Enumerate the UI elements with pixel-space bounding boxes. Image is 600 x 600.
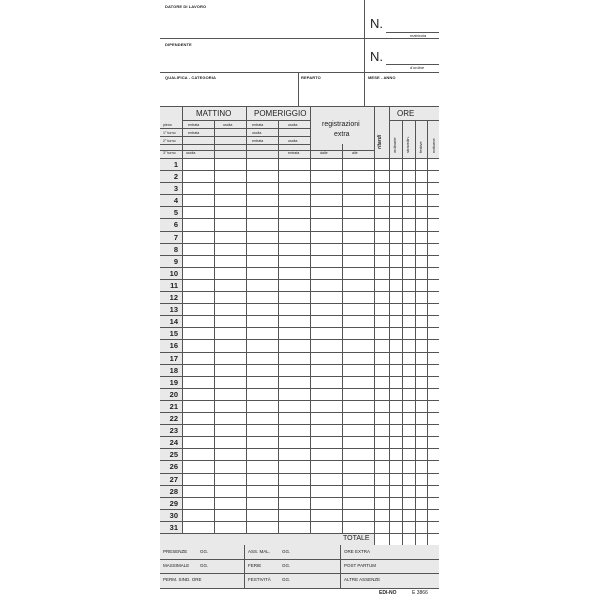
ass-mal-label: ASS. MAL. <box>248 549 271 554</box>
day-row-line <box>160 339 439 340</box>
day-number: 24 <box>169 438 178 448</box>
day-row-line <box>160 352 439 353</box>
day-row-line <box>160 424 439 425</box>
day-number: 29 <box>169 498 178 508</box>
ass-mal-gg: GG. <box>282 549 291 554</box>
day-row-line <box>160 182 439 183</box>
employee-label: DIPENDENTE <box>165 42 192 47</box>
day-row-line <box>160 400 439 401</box>
day-number: 14 <box>169 317 178 327</box>
day-row-line <box>160 327 439 328</box>
header-line-1 <box>160 38 439 39</box>
day-number: 15 <box>169 329 178 339</box>
day-number: 18 <box>169 365 178 375</box>
turno3-entrata: entrata <box>288 151 300 155</box>
grid-bottom-line <box>160 533 439 534</box>
day-number: 9 <box>173 256 178 266</box>
day-row-line <box>160 473 439 474</box>
mese-label: MESE - ANNO <box>368 75 396 80</box>
day-number: 2 <box>173 172 178 182</box>
reparto-label: REPARTO <box>301 75 321 80</box>
day-row-line <box>160 291 439 292</box>
matricola-label: matricola <box>410 33 427 38</box>
ferie-gg: GG. <box>282 563 291 568</box>
day-number: 1 <box>173 160 178 169</box>
day-row-line <box>160 485 439 486</box>
totale-label: TOTALE <box>343 535 370 542</box>
day-number: 23 <box>169 426 178 436</box>
day-row-line <box>160 218 439 219</box>
header-line-2 <box>160 72 439 73</box>
day-row-line <box>160 376 439 377</box>
registrazioni-header: registrazioni <box>322 121 360 128</box>
pieno-pomeriggio-entrata: entrata <box>252 123 264 127</box>
day-number: 25 <box>169 450 178 460</box>
day-number: 6 <box>173 220 178 230</box>
day-row-line <box>160 460 439 461</box>
summary-col-1 <box>244 545 245 588</box>
festivita-label: FESTIVITÀ <box>248 577 271 582</box>
day-row-line <box>160 279 439 280</box>
day-row-line <box>160 315 439 316</box>
row-2turno-label: 2° turno <box>163 139 176 143</box>
n-label-ordine: N. <box>370 49 383 64</box>
day-row-line <box>160 448 439 449</box>
day-row-line <box>160 206 439 207</box>
festivita-gg: GG. <box>282 577 291 582</box>
day-number: 5 <box>173 208 178 218</box>
employer-label: DATORE DI LAVORO <box>165 4 207 9</box>
day-number: 16 <box>169 341 178 351</box>
day-row-line <box>160 521 439 522</box>
day-number: 4 <box>173 196 178 206</box>
form-code: E 3866 <box>412 590 428 596</box>
day-number: 10 <box>169 268 178 278</box>
day-rows <box>160 158 439 533</box>
mattino-header: MATTINO <box>196 109 232 118</box>
perm-sind-label: PERM. SIND. ORE <box>163 577 202 582</box>
massimale-gg: GG. <box>200 563 209 568</box>
summary-col-2 <box>340 545 341 588</box>
day-number: 26 <box>169 462 178 472</box>
ore-festive-label: festive <box>418 141 423 153</box>
altre-assenze-label: ALTRE ASSENZE <box>344 577 381 582</box>
ore-notturne-label: notturne <box>431 138 436 153</box>
day-row-line <box>160 255 439 256</box>
pieno-pomeriggio-uscita: uscita <box>288 123 298 127</box>
summary-bottom <box>160 588 439 589</box>
turno2-uscita: uscita <box>288 139 298 143</box>
ferie-label: FERIE <box>248 563 262 568</box>
day-number: 19 <box>169 377 178 387</box>
row-3turno-label: 3° turno <box>163 151 176 155</box>
mese-divider <box>364 72 365 106</box>
day-number: 30 <box>169 510 178 520</box>
turno1-uscita: uscita <box>252 131 262 135</box>
summary-row-2 <box>160 573 439 574</box>
ore-header: ORE <box>397 109 415 118</box>
pomeriggio-header: POMERIGGIO <box>254 109 307 118</box>
day-number: 22 <box>169 414 178 424</box>
pieno-mattino-entrata: entrata <box>188 123 200 127</box>
day-row-line <box>160 243 439 244</box>
day-row-line <box>160 231 439 232</box>
presenze-gg: GG. <box>200 549 209 554</box>
day-row-line <box>160 364 439 365</box>
day-number: 8 <box>173 244 178 254</box>
day-number: 21 <box>169 401 178 411</box>
row-pieno-label: pieno <box>163 123 172 127</box>
ore-straordinarie-label: straordin. <box>405 136 410 153</box>
day-number: 7 <box>173 232 178 242</box>
extra-alle: alle <box>352 151 358 155</box>
day-number: 20 <box>169 389 178 399</box>
massimale-label: MASSIMALE <box>163 563 190 568</box>
ordine-label: d'ordine <box>410 65 425 70</box>
day-row-line <box>160 170 439 171</box>
presenze-label: PRESENZE <box>163 549 188 554</box>
day-number: 17 <box>169 353 178 363</box>
day-row-line <box>160 436 439 437</box>
day-number: 31 <box>169 522 178 532</box>
day-number: 3 <box>173 184 178 194</box>
ore-underline <box>389 120 439 121</box>
reparto-divider <box>298 72 299 106</box>
pieno-mattino-uscita: uscita <box>223 123 233 127</box>
post-partum-label: POST PARTUM <box>344 563 377 568</box>
time-card <box>160 0 439 600</box>
turno2-entrata: entrata <box>252 139 264 143</box>
day-number: 28 <box>169 486 178 496</box>
row-1turno-label: 1° turno <box>163 131 176 135</box>
extra-header: extra <box>334 131 350 138</box>
qualifica-label: QUALIFICA - CATEGORIA <box>165 75 216 80</box>
day-row-line <box>160 194 439 195</box>
day-row-line <box>160 509 439 510</box>
turno3-uscita: uscita <box>186 151 196 155</box>
ore-extra-label: ORE EXTRA <box>344 549 371 554</box>
day-row-line <box>160 388 439 389</box>
grid-top-line <box>160 106 439 107</box>
day-row-line <box>160 158 439 159</box>
extra-dalle: dalle <box>320 151 328 155</box>
summary-row-1 <box>160 559 439 560</box>
ore-ordinarie-label: ordinarie <box>392 137 397 153</box>
day-row-line <box>160 303 439 304</box>
ritardi-label: ritardi <box>377 134 383 149</box>
n-label-matricola: N. <box>370 16 383 31</box>
brand-logo: EDI-NO <box>379 590 397 596</box>
day-row-line <box>160 267 439 268</box>
day-number: 27 <box>169 474 178 484</box>
day-number: 12 <box>169 293 178 303</box>
header-divider <box>364 0 365 72</box>
turno1-entrata: entrata <box>188 131 200 135</box>
day-number: 11 <box>170 280 178 290</box>
day-row-line <box>160 412 439 413</box>
day-number: 13 <box>169 305 178 315</box>
day-row-line <box>160 497 439 498</box>
